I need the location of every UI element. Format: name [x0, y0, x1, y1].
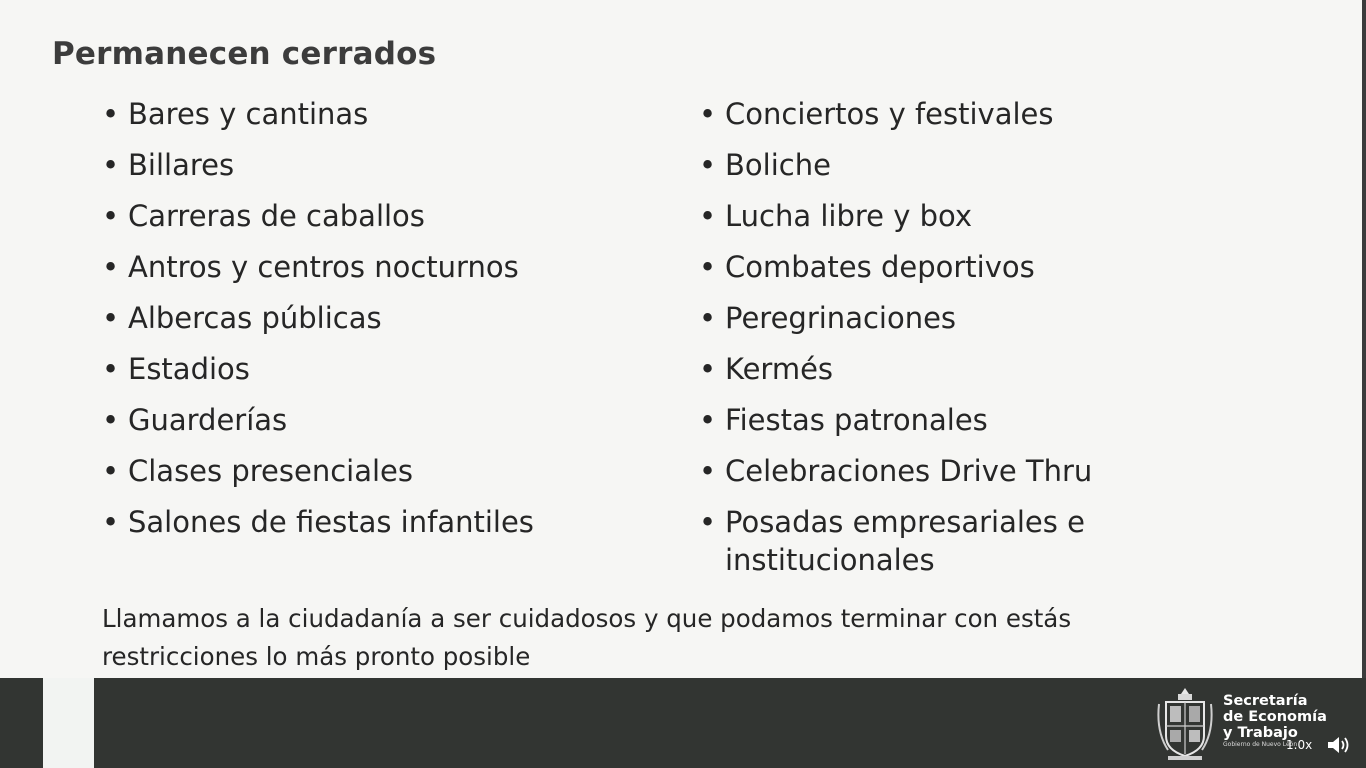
bullet-icon: • — [699, 250, 717, 284]
left-list — [102, 95, 682, 554]
bullet-icon: • — [102, 148, 120, 182]
list-item — [102, 299, 682, 337]
list-item — [102, 452, 682, 490]
bullet-icon: • — [699, 352, 717, 386]
list-item — [699, 452, 1299, 490]
bullet-icon: • — [699, 199, 717, 233]
list-item — [699, 95, 1299, 133]
seal-logo-icon — [1156, 684, 1214, 762]
brand-line-2: de Economía — [1223, 709, 1327, 725]
brand-line-1: Secretaría — [1223, 693, 1308, 709]
list-item-label: Celebraciones Drive Thru — [725, 454, 1093, 488]
list-item-label: Carreras de caballos — [128, 199, 425, 233]
bullet-icon: • — [102, 403, 120, 437]
list-item-label: Fiestas patronales — [725, 403, 988, 437]
playback-speed-button[interactable]: 1.0x — [1286, 738, 1313, 752]
list-item — [699, 401, 1299, 439]
list-item-label: Albercas públicas — [128, 301, 382, 335]
list-item — [699, 503, 1299, 579]
slide-title: Permanecen cerrados — [52, 36, 437, 72]
list-item — [102, 248, 682, 286]
list-item-label: Lucha libre y box — [725, 199, 973, 233]
bullet-icon: • — [102, 97, 120, 131]
list-item — [102, 146, 682, 184]
bullet-icon: • — [102, 250, 120, 284]
list-item-label: Peregrinaciones — [725, 301, 957, 335]
list-item — [102, 95, 682, 133]
bullet-icon: • — [699, 505, 717, 539]
list-item — [102, 401, 682, 439]
list-item-label: Salones de fiestas infantiles — [128, 505, 534, 539]
bullet-icon: • — [102, 505, 120, 539]
list-item — [699, 197, 1299, 235]
list-item-label: Boliche — [725, 148, 831, 182]
list-item — [102, 197, 682, 235]
list-item-label: Posadas empresariales e institucionales — [725, 505, 1085, 577]
list-item-label: Guarderías — [128, 403, 288, 437]
bullet-icon: • — [102, 454, 120, 488]
list-item — [699, 299, 1299, 337]
list-item — [699, 146, 1299, 184]
bullet-icon: • — [699, 97, 717, 131]
list-item-label: Clases presenciales — [128, 454, 414, 488]
brand-subtitle: Gobierno de Nuevo León — [1223, 741, 1298, 748]
right-list — [699, 95, 1299, 592]
list-item — [699, 248, 1299, 286]
list-item — [102, 503, 682, 541]
list-item-label: Billares — [128, 148, 235, 182]
list-item-label: Conciertos y festivales — [725, 97, 1054, 131]
closing-note: Llamamos a la ciudadanía a ser cuidadosos y que podamos terminar con estás restricciones lo más pronto posible — [102, 604, 1072, 671]
list-item-label: Combates deportivos — [725, 250, 1035, 284]
list-item-label: Antros y centros nocturnos — [128, 250, 519, 284]
list-item-label: Kermés — [725, 352, 834, 386]
bullet-icon: • — [699, 403, 717, 437]
bullet-icon: • — [699, 454, 717, 488]
bullet-icon: • — [102, 301, 120, 335]
list-item-label: Bares y cantinas — [128, 97, 369, 131]
list-item-label: Estadios — [128, 352, 250, 386]
brand-line-3: y Trabajo — [1223, 725, 1298, 741]
bullet-icon: • — [102, 352, 120, 386]
bullet-icon: • — [699, 301, 717, 335]
slide-right-edge — [1362, 0, 1366, 678]
volume-icon[interactable] — [1326, 735, 1352, 755]
list-item — [102, 350, 682, 388]
bullet-icon: • — [102, 199, 120, 233]
video-thumbnail — [43, 678, 94, 768]
bullet-icon: • — [699, 148, 717, 182]
list-item — [699, 350, 1299, 388]
